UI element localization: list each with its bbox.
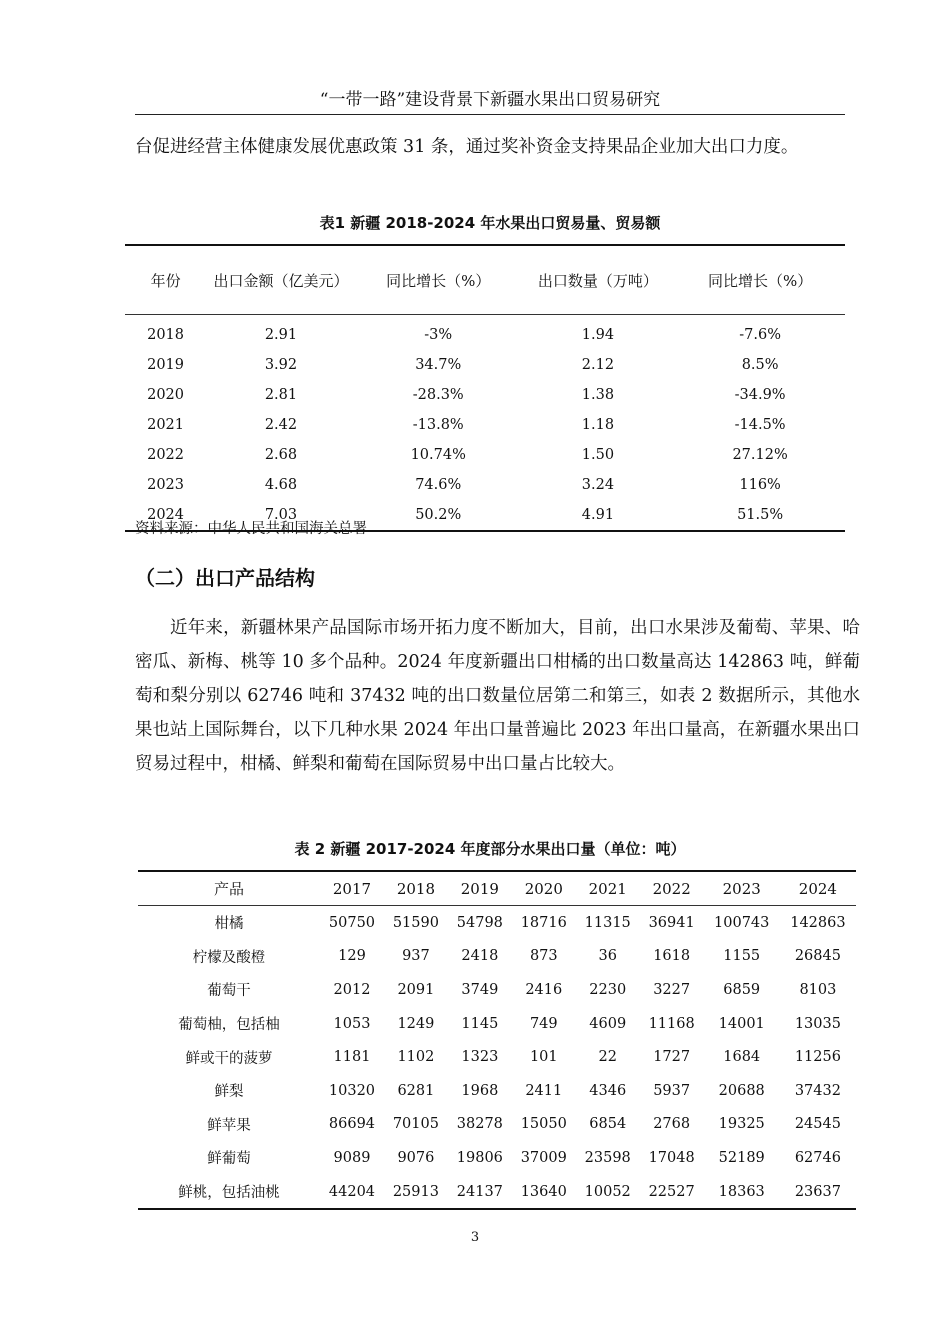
table-cell: 1102 [397,1049,435,1066]
table-cell: 873 [529,948,558,965]
table-cell: -13.8% [412,417,464,433]
table-row [138,1007,856,1041]
table-cell: 20688 [718,1082,765,1099]
table-cell: 葡萄干 [207,983,251,1000]
table-cell: 142863 [790,914,846,931]
table2-header: 2019 [448,871,512,906]
table-cell: 1249 [397,1015,435,1032]
table-cell: 2411 [525,1082,563,1099]
table-cell: 8103 [799,981,837,998]
table-cell: 18363 [718,1183,765,1200]
table-cell: 鲜桃，包括油桃 [178,1185,280,1202]
table-cell: 2024 [147,507,185,523]
table-cell: 36941 [648,914,695,931]
table-cell: 6854 [589,1116,627,1133]
table-row [138,1074,856,1108]
table-cell: 11315 [584,914,631,931]
table-cell: 2018 [147,327,185,343]
table-cell: -7.6% [739,327,781,343]
table-cell: 鲜或干的菠萝 [185,1050,273,1067]
table2-header: 2020 [512,871,576,906]
table-cell: 70105 [392,1116,439,1133]
table-cell: 2.68 [264,447,298,463]
table-cell: 19806 [456,1149,503,1166]
table-row [138,940,856,974]
table-cell: 1.18 [581,417,615,433]
table-cell: 51.5% [737,507,784,523]
table2-header: 2018 [384,871,448,906]
table-row [125,410,845,440]
table2-caption: 表 2 新疆 2017-2024 年度部分水果出口量（单位：吨） [294,840,686,858]
table-cell: 15050 [520,1116,567,1133]
table-cell: 6859 [723,981,761,998]
table-cell: 1968 [461,1082,499,1099]
table-cell: 86694 [328,1116,376,1133]
table-cell: 54798 [456,914,503,931]
table-cell: 鲜梨 [214,1084,244,1101]
table-cell: 10052 [584,1183,631,1200]
table-cell: 37432 [794,1082,841,1099]
table-cell: 3749 [461,981,499,998]
table-cell: 2.42 [264,417,298,433]
table-cell: 38278 [456,1116,503,1133]
table-row [138,1175,856,1210]
table-cell: 14001 [718,1015,765,1032]
table-cell: 937 [402,948,430,965]
table2-header: 产品 [138,871,320,906]
table-cell: 5937 [653,1082,691,1099]
table-cell: 4346 [589,1082,627,1099]
table-cell: 1727 [653,1049,691,1066]
table-cell: 13640 [520,1183,567,1200]
table-row [125,380,845,410]
table-cell: 2021 [147,417,185,433]
table-cell: 749 [529,1015,558,1032]
table-cell: 129 [338,948,366,965]
table-cell: 2.91 [264,327,298,343]
table-cell: 24137 [456,1183,503,1200]
table2-header: 2023 [704,871,780,906]
table1-header: 年份 [125,245,206,315]
table1-header: 同比增长（%） [675,245,845,315]
page-number: 3 [470,1230,480,1245]
table-cell: 10320 [328,1082,376,1099]
table-cell: 1.38 [581,387,615,403]
table1-header: 出口金额（亿美元） [206,245,356,315]
table-cell: 1181 [333,1049,371,1066]
table2-header: 2021 [576,871,640,906]
table-cell: 25913 [392,1183,439,1200]
table-cell: 22527 [648,1183,695,1200]
table-cell: -3% [424,327,453,343]
table-cell: 9089 [333,1149,371,1166]
table1-header: 同比增长（%） [356,245,521,315]
table1-source: 资料来源：中华人民共和国海关总署 [135,521,367,537]
table-cell: 101 [529,1049,558,1066]
table-cell: 柠檬及酸橙 [192,949,266,966]
export-volume-table [125,244,845,532]
table-cell: 2091 [397,981,435,998]
table-cell: 2022 [147,447,185,463]
fruit-export-table [138,870,856,1210]
table-cell: 2023 [147,477,185,493]
table-cell: 2012 [333,981,371,998]
table-cell: 3.92 [264,357,298,373]
table-row [138,1040,856,1074]
table-cell: 1053 [333,1015,371,1032]
table-cell: 44204 [328,1183,376,1200]
table2-header: 2024 [780,871,856,906]
table1-header: 出口数量（万吨） [521,245,676,315]
table-cell: 27.12% [732,447,788,463]
table-cell: 11256 [794,1049,841,1066]
table-cell: 36 [598,948,617,965]
table-cell: 52189 [718,1149,765,1166]
table-cell: 18716 [520,914,567,931]
table-cell: 22 [598,1049,617,1066]
table-row [125,350,845,380]
table-cell: 1.94 [581,327,615,343]
table2-header: 2022 [640,871,704,906]
table-cell: 51590 [392,914,439,931]
table-cell: 1323 [461,1049,499,1066]
table-cell: 2.12 [581,357,615,373]
table-row [138,973,856,1007]
table-cell: -14.5% [734,417,786,433]
table-cell: 74.6% [415,477,462,493]
table-cell: 2416 [525,981,563,998]
table-cell: 2020 [147,387,185,403]
table-cell: 17048 [648,1149,695,1166]
table-cell: 62746 [794,1149,841,1166]
table-cell: 柑橘 [214,916,244,933]
table-cell: 2.81 [264,387,298,403]
table-cell: 4.91 [581,507,615,523]
section-heading: （二）出口产品结构 [135,566,315,590]
table1-header-row [125,245,845,315]
table-cell: 100743 [714,914,770,931]
table-cell: 1.50 [581,447,615,463]
table-cell: 2768 [653,1116,691,1133]
table-cell: 13035 [794,1015,841,1032]
table-cell: 1155 [723,948,761,965]
table-cell: 9076 [397,1149,435,1166]
table-cell: -28.3% [412,387,464,403]
table-cell: 1684 [723,1049,761,1066]
table-cell: 3227 [653,981,691,998]
table-cell: 鲜苹果 [207,1117,251,1134]
table-cell: 葡萄柚，包括柚 [178,1017,280,1034]
table-cell: 34.7% [415,357,462,373]
table-row [138,906,856,940]
body-paragraph: 近年来，新疆林果产品国际市场开拓力度不断加大，目前，出口水果涉及葡萄、苹果、哈密瓜、新梅、桃等 10 多个品种。2024 年度新疆出口柑橘的出口数量高达 142863 吨，鲜葡萄和梨分别以 62746 吨和 37432 吨的出口数量位居第二和第三，如表 2 数据所示，其他水果也站上国际舞台，以下几种水果 2024 年出口量普遍比 2023 年出口量高，在新疆水果出口贸易过程中，柑橘、鲜梨和葡萄在国际贸易中出口量占比较大。 [135,618,860,774]
table-cell: 2019 [147,357,185,373]
table-cell: 26845 [794,948,841,965]
table-cell: 1145 [461,1015,499,1032]
table-cell: 23598 [584,1149,631,1166]
table-cell: 4609 [589,1015,627,1032]
table2-header: 2017 [320,871,384,906]
table-row [125,470,845,500]
table-cell: 11168 [648,1015,695,1032]
table-cell: 37009 [520,1149,567,1166]
table-cell: 116% [739,477,781,493]
table-row [138,1108,856,1142]
table-cell: 10.74% [410,447,466,463]
page-header: “一带一路”建设背景下新疆水果出口贸易研究 [135,86,845,115]
table1-caption: 表1 新疆 2018-2024 年水果出口贸易量、贸易额 [319,214,661,232]
table-cell: 23637 [794,1183,841,1200]
table-cell: 24545 [794,1116,841,1133]
table-cell: 8.5% [741,357,779,373]
table-cell: 19325 [718,1116,765,1133]
table-row [138,1141,856,1175]
table-cell: 7.03 [264,507,298,523]
table-cell: 4.68 [264,477,298,493]
table-row [125,315,845,351]
table-cell: 50750 [328,914,376,931]
table-cell: 2418 [461,948,499,965]
table-row [125,440,845,470]
intro-paragraph: 台促进经营主体健康发展优惠政策 31 条，通过奖补资金支持果品企业加大出口力度。 [135,137,799,157]
table-cell: 1618 [653,948,691,965]
table-cell: 6281 [397,1082,435,1099]
table2-header-row [138,871,856,906]
table-cell: -34.9% [734,387,786,403]
table-cell: 50.2% [415,507,462,523]
table-cell: 2230 [589,981,627,998]
table-cell: 鲜葡萄 [207,1151,251,1168]
table-cell: 3.24 [581,477,615,493]
